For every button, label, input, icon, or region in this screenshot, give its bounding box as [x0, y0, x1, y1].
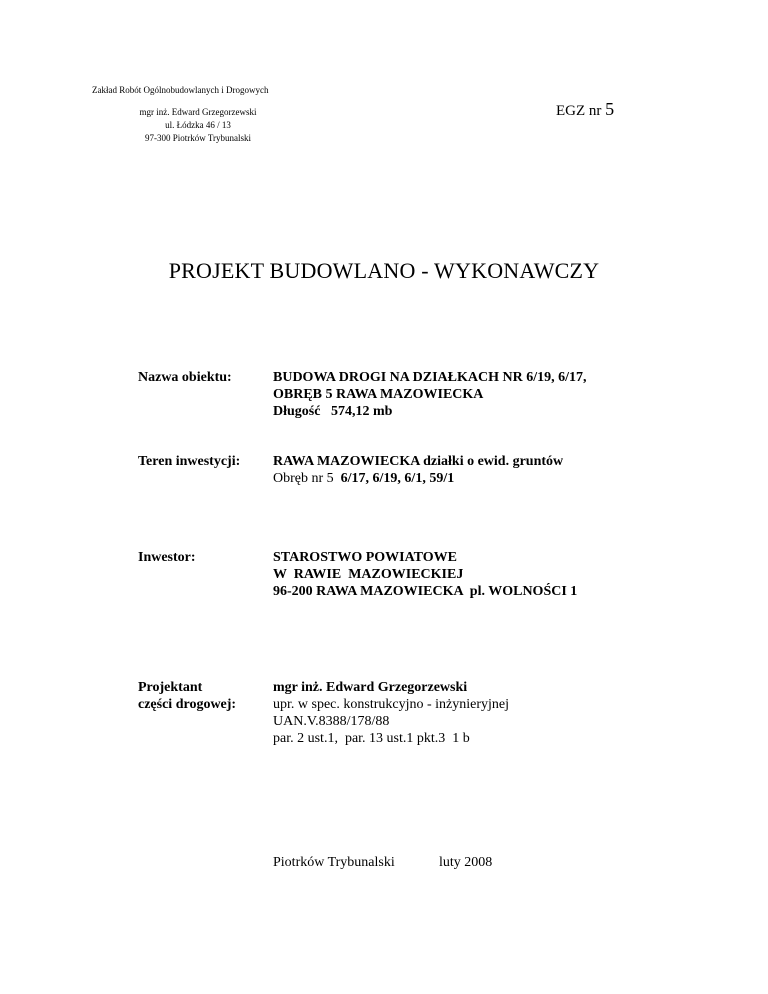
field-value-projektant	[273, 679, 509, 747]
teren-line-2	[273, 470, 563, 487]
teren-line-1: RAWA MAZOWIECKA działki o ewid. gruntów	[273, 454, 564, 469]
copy-number	[556, 99, 614, 120]
field-label-teren: Teren inwestycji:	[138, 454, 241, 469]
projektant-line-3: UAN.V.8388/178/88	[273, 714, 390, 729]
nazwa-line-3	[273, 403, 586, 420]
length-value: 574,12 mb	[330, 404, 393, 419]
teren-parcels: 6/17, 6/19, 6/1, 59/1	[340, 471, 455, 486]
company-person: mgr inż. Edward Grzegorzewski	[139, 107, 257, 117]
inwestor-line-1: STAROSTWO POWIATOWE	[273, 550, 457, 565]
inwestor-line-3: 96-200 RAWA MAZOWIECKA pl. WOLNOŚCI 1	[273, 584, 578, 599]
projektant-label-2: części drogowej:	[138, 697, 237, 712]
company-city: 97-300 Piotrków Trybunalski	[144, 133, 251, 143]
projektant-label-1: Projektant	[138, 680, 203, 695]
field-value-teren	[273, 453, 563, 487]
footer-place: Piotrków Trybunalski	[273, 855, 395, 870]
field-value-nazwa	[273, 369, 586, 420]
company-street: ul. Łódzka 46 / 13	[165, 120, 231, 130]
footer-date: luty 2008	[439, 855, 493, 870]
field-label-inwestor: Inwestor:	[138, 550, 196, 565]
company-header	[92, 84, 304, 145]
teren-obreb: Obręb nr 5	[273, 471, 334, 486]
field-value-inwestor	[273, 549, 577, 600]
projektant-line-4: par. 2 ust.1, par. 13 ust.1 pkt.3 1 b	[273, 731, 470, 746]
field-label-projektant	[138, 679, 236, 713]
field-label-nazwa: Nazwa obiektu:	[138, 370, 232, 385]
company-name: Zakład Robót Ogólnobudowlanych i Drogowych	[92, 85, 269, 95]
projektant-line-1: mgr inż. Edward Grzegorzewski	[273, 680, 468, 695]
document-title: PROJEKT BUDOWLANO - WYKONAWCZY	[168, 258, 600, 283]
nazwa-line-2: OBRĘB 5 RAWA MAZOWIECKA	[273, 387, 484, 402]
length-label: Długość	[273, 404, 321, 419]
copy-number-prefix: EGZ nr	[556, 103, 602, 119]
nazwa-line-1: BUDOWA DROGI NA DZIAŁKACH NR 6/19, 6/17,	[273, 370, 587, 385]
projektant-line-2: upr. w spec. konstrukcyjno - inżynieryjnej	[273, 697, 510, 712]
inwestor-line-2: W RAWIE MAZOWIECKIEJ	[273, 567, 464, 582]
copy-number-value: 5	[605, 99, 615, 119]
